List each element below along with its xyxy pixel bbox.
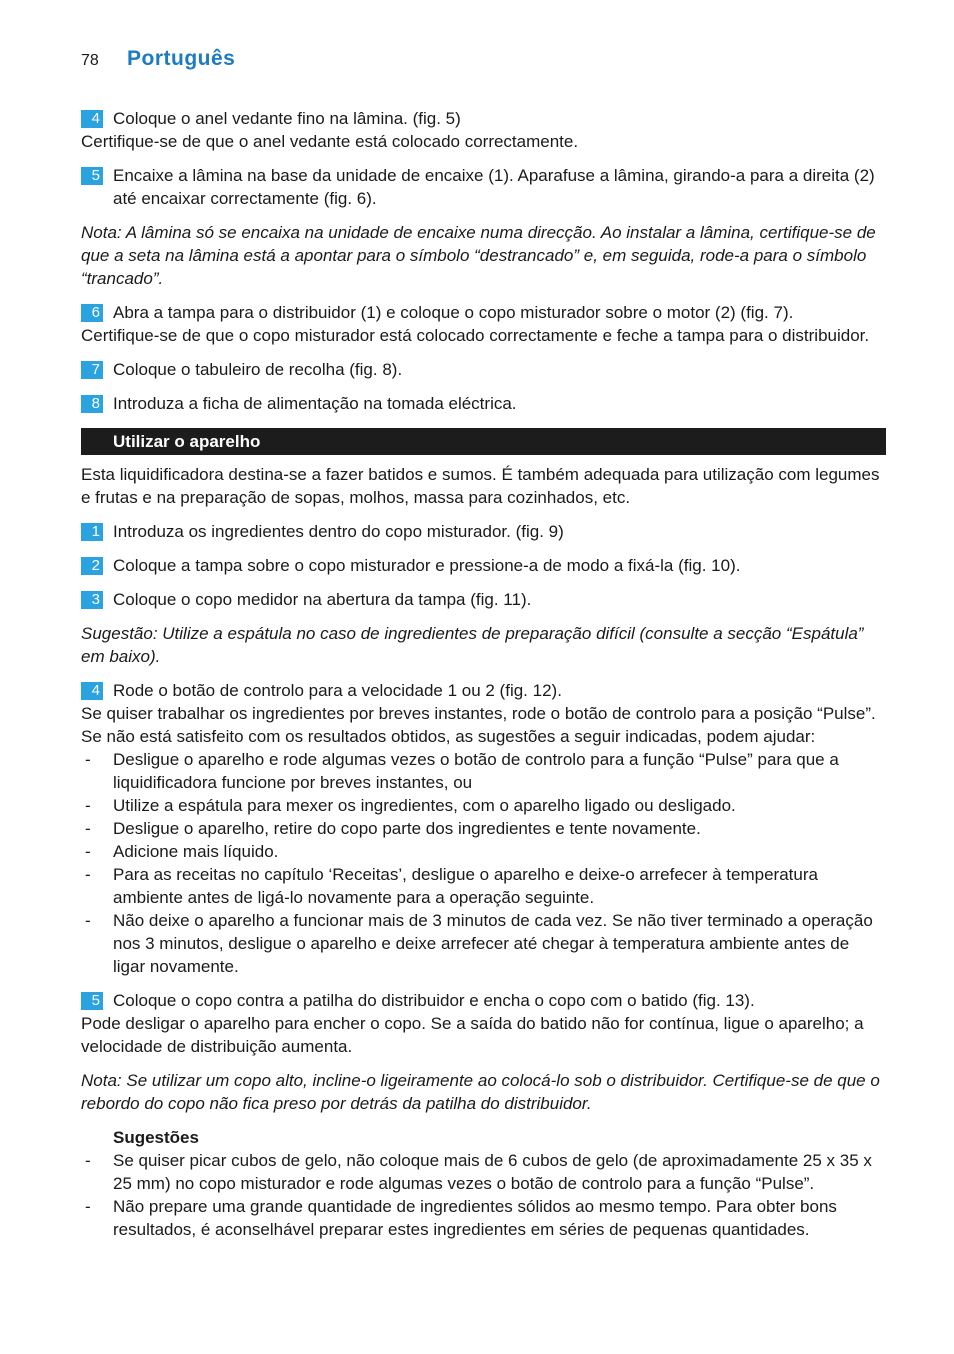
step-text: Coloque o copo medidor na abertura da tampa (fig. 11). (113, 590, 532, 609)
note-text: Nota: A lâmina só se encaixa na unidade de encaixe numa direcção. Ao instalar a lâmina, certifique-se de que a seta na lâmina está a apontar para o símbolo “destrancado” e, em seguida, rode-a para o símbolo “trancado”. (81, 223, 876, 288)
list-item: - Se quiser picar cubos de gelo, não coloque mais de 6 cubos de gelo (de aproximadamente 25 x 35 x 25 mm) no copo misturador e rode algumas vezes o botão de controlo para a função “Pulse”. (81, 1149, 886, 1195)
tip-text: Sugestão: Utilize a espátula no caso de ingredientes de preparação difícil (consulte a secção “Espátula” em baixo). (81, 624, 864, 666)
step-text: Introduza os ingredientes dentro do copo misturador. (fig. 9) (113, 522, 564, 541)
step-text: Coloque o tabuleiro de recolha (fig. 8). (113, 360, 403, 379)
step-number-badge: 2 (81, 557, 103, 575)
intro-paragraph: Esta liquidificadora destina-se a fazer batidos e sumos. É também adequada para utilização com legumes e frutas e na preparação de sopas, molhos, massa para cozinhados, etc. (81, 465, 880, 507)
step-text: Rode o botão de controlo para a velocidade 1 ou 2 (fig. 12). (113, 681, 562, 700)
step-text: Introduza a ficha de alimentação na tomada eléctrica. (113, 394, 517, 413)
step-detail: Se quiser trabalhar os ingredientes por breves instantes, rode o botão de controlo para a posição “Pulse”. (81, 704, 876, 723)
step-text: Encaixe a lâmina na base da unidade de encaixe (1). Aparafuse a lâmina, girando-a para a direita (2) até encaixar correctamente (fig. 6). (113, 166, 875, 208)
step-number-badge: 1 (81, 523, 103, 541)
tips-list (81, 1149, 886, 1241)
list-item: - Desligue o aparelho, retire do copo parte dos ingredientes e tente novamente. (81, 817, 886, 840)
list-item: - Adicione mais líquido. (81, 840, 886, 863)
tips-heading: Sugestões (113, 1128, 199, 1147)
suggestion-list (81, 748, 886, 978)
step-number-badge: 5 (81, 167, 103, 185)
list-item: - Desligue o aparelho e rode algumas vezes o botão de controlo para a função “Pulse” para que a liquidificadora funcione por breves instantes, ou (81, 748, 886, 794)
step-item (81, 520, 886, 543)
step-text: Coloque o copo contra a patilha do distribuidor e encha o copo com o batido (fig. 13). (113, 991, 755, 1010)
page-header (81, 47, 235, 75)
step-item (81, 588, 886, 611)
step-number-badge: 5 (81, 992, 103, 1010)
step-item (81, 679, 886, 702)
step-text: Coloque o anel vedante fino na lâmina. (fig. 5) (113, 109, 461, 128)
note-text: Nota: Se utilizar um copo alto, incline-o ligeiramente ao colocá-lo sob o distribuidor. Certifique-se de que o rebordo do copo não fica preso por detrás da patilha do distribuidor. (81, 1071, 880, 1113)
step-number-badge: 6 (81, 304, 103, 322)
step-item (81, 358, 886, 381)
step-number-badge: 4 (81, 682, 103, 700)
page-number: 78 (81, 52, 99, 69)
step-detail: Pode desligar o aparelho para encher o copo. Se a saída do batido não for contínua, ligue o aparelho; a velocidade de distribuição aumenta. (81, 1014, 864, 1056)
section-heading: Utilizar o aparelho (81, 428, 886, 455)
list-item: - Utilize a espátula para mexer os ingredientes, com o aparelho ligado ou desligado. (81, 794, 886, 817)
step-item (81, 554, 886, 577)
step-text: Abra a tampa para o distribuidor (1) e coloque o copo misturador sobre o motor (2) (fig. 7). (113, 303, 794, 322)
step-item (81, 301, 886, 324)
list-item: - Não deixe o aparelho a funcionar mais de 3 minutos de cada vez. Se não tiver terminado a operação nos 3 minutos, desligue o aparelho e deixe arrefecer até chegar à temperatura ambiente antes de ligar novamente. (81, 909, 886, 978)
step-text: Coloque a tampa sobre o copo misturador e pressione-a de modo a fixá-la (fig. 10). (113, 556, 741, 575)
step-item (81, 107, 886, 130)
step-item (81, 164, 886, 210)
step-number-badge: 8 (81, 395, 103, 413)
step-detail: Certifique-se de que o copo misturador está colocado correctamente e feche a tampa para o distribuidor. (81, 326, 870, 345)
page-content (81, 107, 886, 1241)
list-item: - Para as receitas no capítulo ‘Receitas’, desligue o aparelho e deixe-o arrefecer à temperatura ambiente antes de ligá-lo novamente para a operação seguinte. (81, 863, 886, 909)
step-item (81, 392, 886, 415)
step-detail: Certifique-se de que o anel vedante está colocado correctamente. (81, 132, 579, 151)
step-number-badge: 7 (81, 361, 103, 379)
step-item (81, 989, 886, 1012)
step-number-badge: 4 (81, 110, 103, 128)
language-title: Português (127, 47, 236, 70)
step-detail: Se não está satisfeito com os resultados obtidos, as sugestões a seguir indicadas, podem ajudar: (81, 727, 816, 746)
step-number-badge: 3 (81, 591, 103, 609)
list-item: - Não prepare uma grande quantidade de ingredientes sólidos ao mesmo tempo. Para obter bons resultados, é aconselhável preparar estes ingredientes em séries de pequenas quantidades. (81, 1195, 886, 1241)
